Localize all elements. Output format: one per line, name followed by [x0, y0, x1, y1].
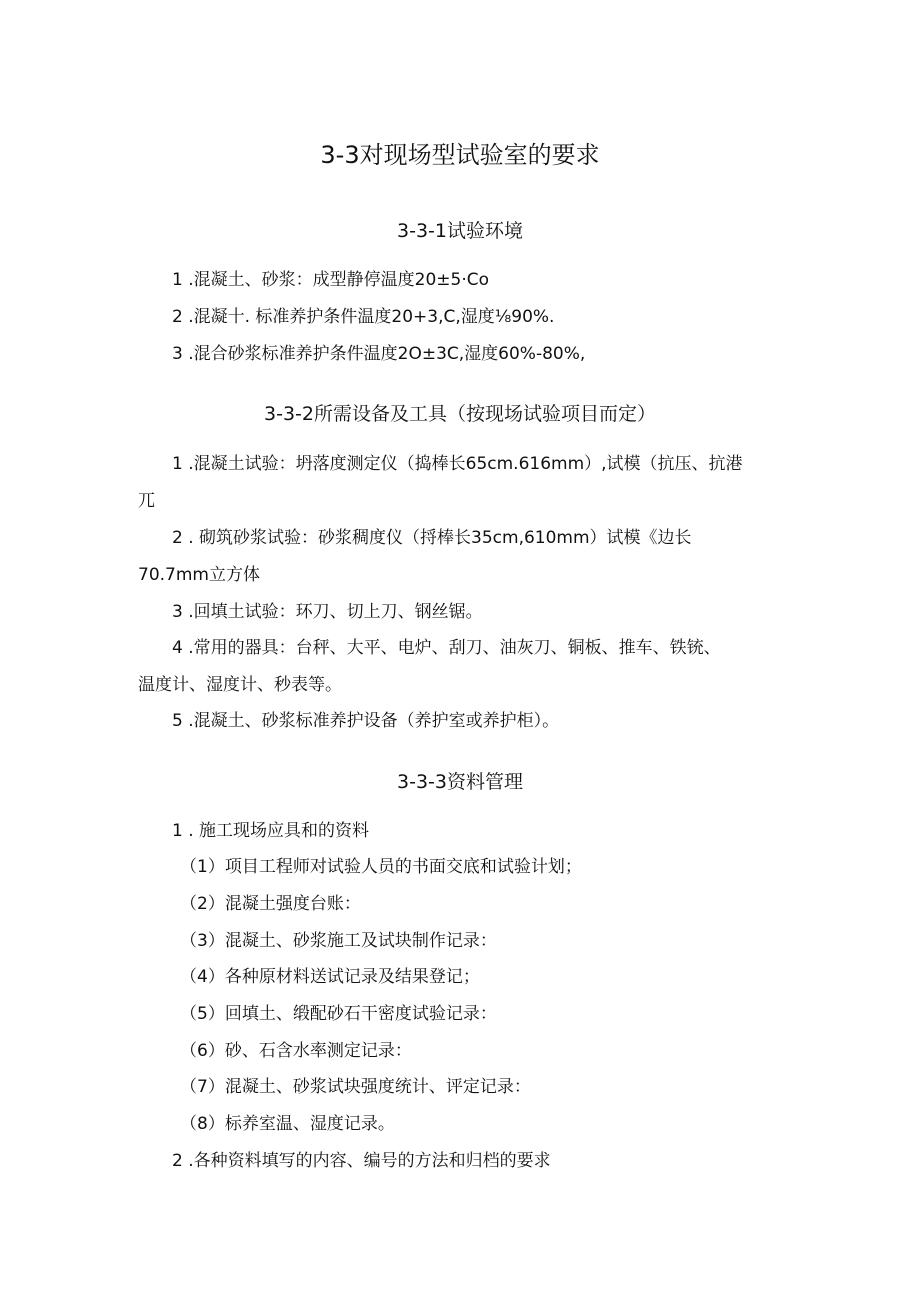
list-item: （4）各种原材料送试记录及结果登记； — [180, 967, 480, 987]
paragraph-line: 1 .混凝土试验：坍落度测定仪（捣棒长65cm.616mm）,试模（抗压、抗港 — [172, 454, 743, 474]
list-item: （8）标养室温、湿度记录。 — [180, 1114, 395, 1134]
section-heading-records: 3-3-3资料管理 — [397, 771, 523, 793]
paragraph-line: 3 .混合砂浆标准养护条件温度2O±3C,湿度60%-80%, — [172, 344, 586, 364]
list-item: （5）回填土、缎配砂石干密度试验记录： — [180, 1004, 497, 1024]
paragraph-line: 5 .混凝土、砂浆标准养护设备（养护室或养护柜）。 — [172, 711, 560, 731]
paragraph-line: 2 . 砌筑砂浆试验：砂浆稠度仪（捋棒长35cm,610mm）试模《边长 — [172, 528, 692, 548]
paragraph-line: 2 .混凝十. 标准养护条件温度20+3,C,湿度⅛90%. — [172, 307, 555, 327]
paragraph-line: 3 .回填土试验：环刀、切上刀、钢丝锯。 — [172, 602, 483, 622]
paragraph-line: 兀 — [138, 491, 155, 511]
section-heading-equipment: 3-3-2所需设备及工具（按现场试验项目而定） — [264, 403, 656, 425]
paragraph-line: 70.7mm立方体 — [138, 565, 260, 585]
paragraph-line: 4 .常用的器具：台秤、大平、电炉、刮刀、油灰刀、铜板、推车、铁铳、 — [172, 638, 721, 658]
paragraph-line: 1 .混凝土、砂浆：成型静停温度20±5·Co — [172, 270, 489, 290]
list-item: （2）混凝土强度台账： — [180, 894, 361, 914]
list-item: （7）混凝土、砂浆试块强度统计、评定记录： — [180, 1077, 531, 1097]
paragraph-line: 温度计、湿度计、秒表等。 — [138, 675, 342, 695]
page-title: 3-3对现场型试验室的要求 — [320, 141, 600, 169]
section-heading-environment: 3-3-1试验环境 — [397, 220, 523, 242]
paragraph-line: 1 . 施工现场应具和的资料 — [172, 821, 370, 841]
list-item: （3）混凝土、砂浆施工及试块制作记录： — [180, 931, 497, 951]
list-item: （6）砂、石含水率测定记录： — [180, 1041, 412, 1061]
list-item: （1）项目工程师对试验人员的书面交底和试验计划； — [180, 857, 582, 877]
paragraph-line: 2 .各种资料填写的内容、编号的方法和归档的要求 — [172, 1151, 551, 1171]
